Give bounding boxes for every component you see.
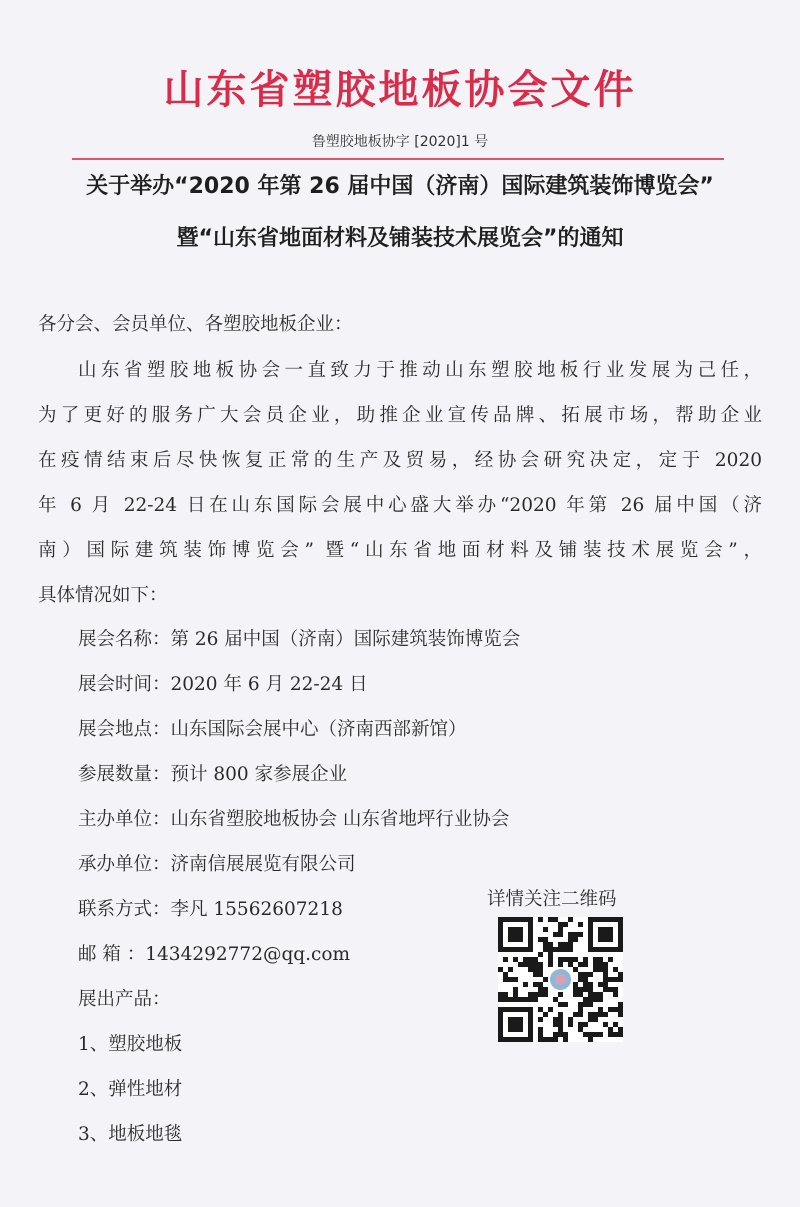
body-paragraph-line: 在疫情结束后尽快恢复正常的生产及贸易，经协会研究决定，定于 2020 (38, 450, 762, 471)
detail-email: 邮 箱 ：1434292772@qq.com (78, 944, 351, 965)
detail-exhibitor-count: 参展数量：预计 800 家参展企业 (78, 764, 348, 785)
qr-code-icon (498, 917, 623, 1042)
product-item: 1、塑胶地板 (78, 1034, 183, 1055)
detail-exhibition-time: 展会时间：2020 年 6 月 22-24 日 (78, 674, 368, 695)
notice-title-line-1: 关于举办“2020 年第 26 届中国（济南）国际建筑装饰博览会” (86, 174, 714, 199)
detail-products-label: 展出产品： (78, 989, 171, 1010)
body-paragraph-line: 南）国际建筑装饰博览会” 暨“山东省地面材料及铺装技术展览会”， (38, 540, 762, 561)
detail-exhibition-venue: 展会地点：山东国际会展中心（济南西部新馆） (78, 719, 467, 740)
body-paragraph-line: 具体情况如下： (38, 585, 168, 606)
org-letterhead-title: 山东省塑胶地板协会文件 (163, 66, 637, 113)
qr-caption: 详情关注二维码 (487, 889, 617, 910)
body-paragraph-line: 为了更好的服务广大会员企业，助推企业宣传品牌、拓展市场，帮助企业 (38, 405, 762, 426)
detail-exhibition-name: 展会名称：第 26 届中国（济南）国际建筑装饰博览会 (78, 629, 521, 650)
body-paragraph-line: 年 6 月 22-24 日在山东国际会展中心盛大举办“2020 年第 26 届中国（济 (38, 495, 762, 516)
notice-title-line-2: 暨“山东省地面材料及铺装技术展览会”的通知 (176, 226, 624, 251)
body-paragraph-line: 山东省塑胶地板协会一直致力于推动山东塑胶地板行业发展为己任， (78, 360, 762, 381)
document-number: 鲁塑胶地板协字 [2020]1 号 (311, 134, 489, 150)
salutation: 各分会、会员单位、各塑胶地板企业： (38, 314, 353, 335)
detail-organizer: 主办单位：山东省塑胶地板协会 山东省地坪行业协会 (78, 809, 510, 830)
detail-undertaker: 承办单位：济南信展展览有限公司 (78, 854, 356, 875)
product-item: 2、弹性地材 (78, 1079, 183, 1100)
detail-contact: 联系方式：李凡 15562607218 (78, 899, 343, 920)
product-item: 3、地板地毯 (78, 1124, 183, 1145)
letterhead-divider (72, 158, 724, 160)
